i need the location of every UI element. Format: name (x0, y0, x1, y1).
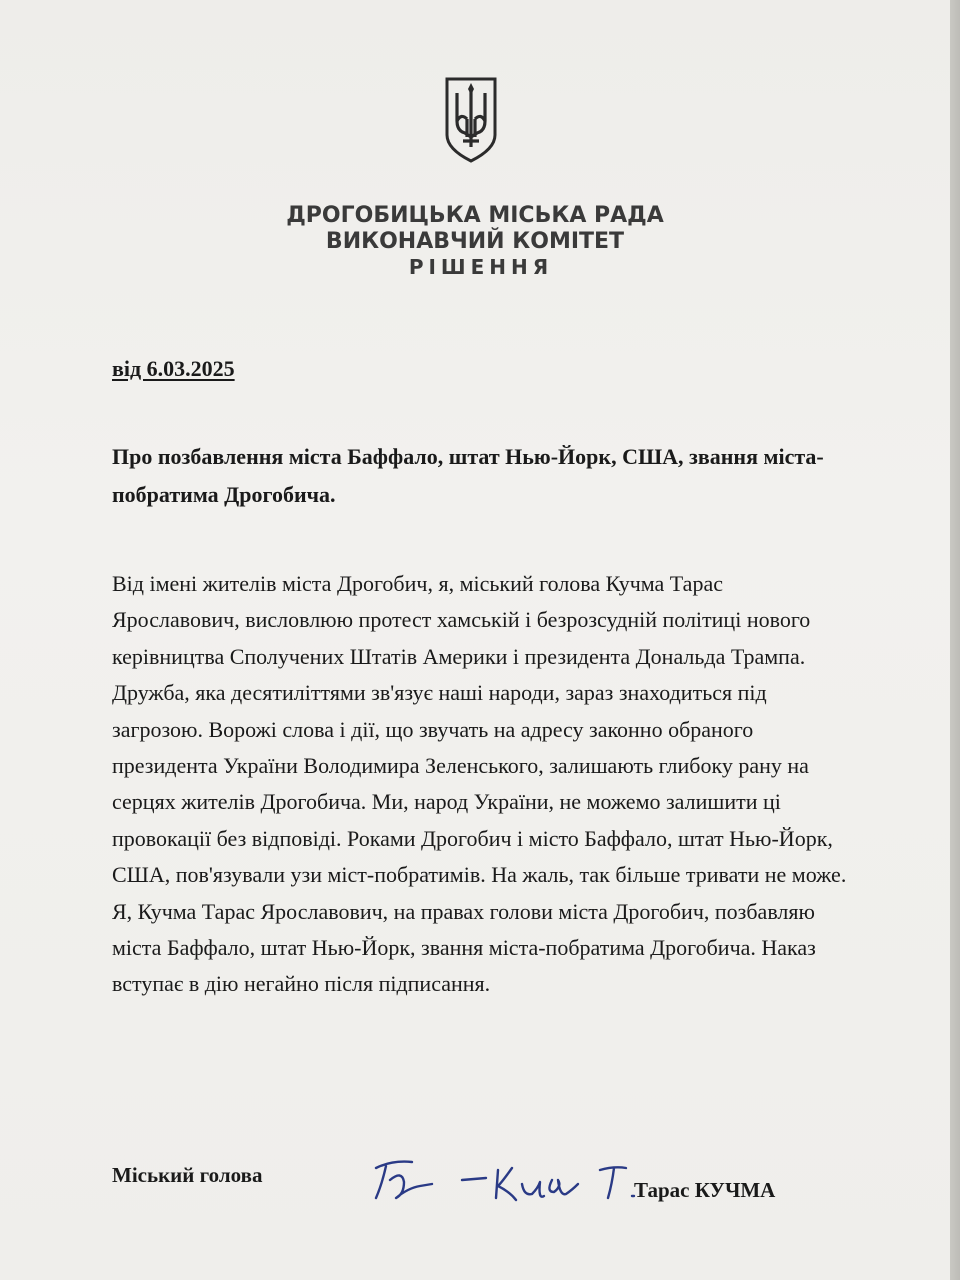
body-line: міста Баффало, штат Нью-Йорк, звання міста-побратима Дрогобича. Наказ (112, 935, 816, 961)
body-line: Від імені жителів міста Дрогобич, я, міський голова Кучма Тарас (112, 571, 723, 596)
council-name: ДРОГОБИЦЬКА МІСЬКА РАДА (286, 203, 664, 228)
page-edge (950, 0, 960, 1280)
trident-emblem-icon (443, 75, 499, 163)
body-line: провокації без відповіді. Роками Дрогобич і місто Баффало, штат Нью-Йорк, (112, 825, 833, 851)
body-line: Ярославович, висловлюю протест хамській і безрозсудній політиці нового (112, 607, 811, 633)
body-line: загрозою. Ворожі слова і дії, що звучать на адресу законно обраного (112, 716, 754, 742)
body-line: вступає в дію негайно після підписання. (112, 971, 491, 997)
document-type: РІШЕННЯ (408, 255, 554, 279)
body-line: США, пов'язували узи міст-побратимів. На жаль, так більше тривати не може. (112, 862, 847, 888)
body-line: Я, Кучма Тарас Ярославович, на правах голови міста Дрогобич, позбавляю (112, 898, 815, 924)
decision-date: від 6.03.2025 (112, 356, 235, 381)
decision-body (112, 566, 847, 1003)
signatory-name: Тарас КУЧМА (634, 1178, 776, 1202)
title-line: Про позбавлення міста Баффало, штат Нью-Йорк, США, звання міста- (112, 444, 824, 469)
committee-name: ВИКОНАВЧИЙ КОМІТЕТ (325, 229, 625, 254)
body-line: керівництва Сполучених Штатів Америки і президента Дональда Трампа. (112, 643, 806, 669)
title-line: побратима Дрогобича. (112, 482, 336, 507)
body-line: Дружба, яка десятиліттями зв'язує наші народи, зараз знаходиться під (112, 680, 767, 706)
signatory-title: Міський голова (112, 1163, 263, 1187)
decision-title (112, 438, 842, 514)
handwritten-signature-icon (362, 1140, 662, 1220)
body-line: президента України Володимира Зеленського, залишають глибоку рану на (112, 753, 809, 779)
body-line: серцях жителів Дрогобича. Ми, народ України, не можемо залишити ці (112, 789, 781, 815)
